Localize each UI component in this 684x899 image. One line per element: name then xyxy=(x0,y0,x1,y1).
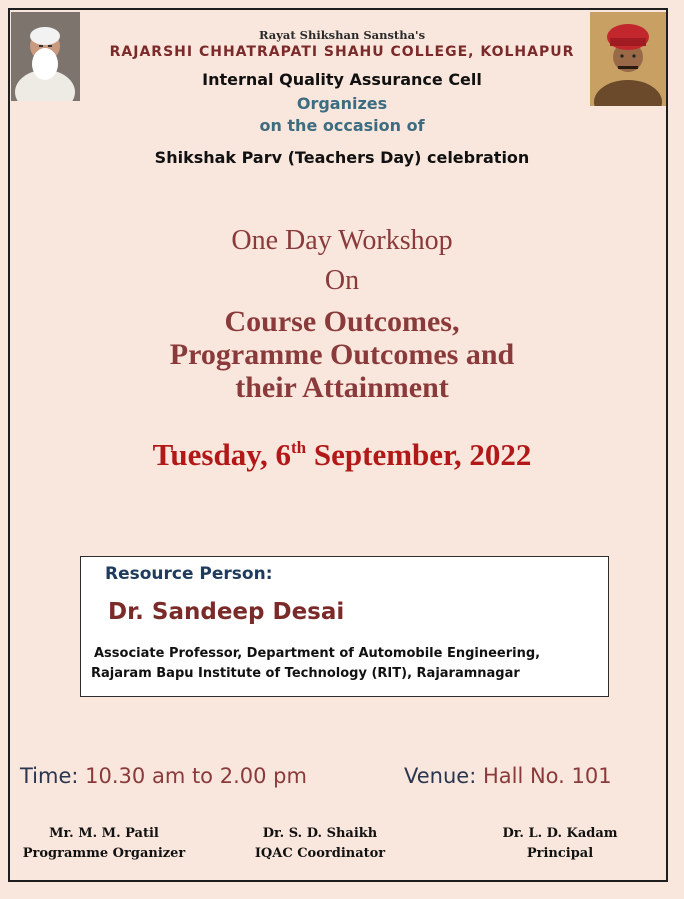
society-name: Rayat Shikshan Sanstha's xyxy=(258,28,426,42)
event-date-suffix: September, 2022 xyxy=(306,437,532,472)
resource-person-designation: Associate Professor, Department of Automobile Engineering, xyxy=(94,646,541,661)
resource-person-heading: Resource Person: xyxy=(105,564,273,584)
signatory-role: Principal xyxy=(526,846,594,861)
signatory-role: Programme Organizer xyxy=(22,846,186,861)
workshop-title-line-1: Course Outcomes, xyxy=(224,305,460,338)
celebration-text: Shikshak Parv (Teachers Day) celebration xyxy=(154,148,530,167)
signatory-role: IQAC Coordinator xyxy=(254,846,386,861)
event-date-prefix: Tuesday, 6 xyxy=(152,437,291,472)
workshop-title-line-2: Programme Outcomes and xyxy=(169,338,515,371)
signatory-principal xyxy=(470,824,650,864)
signatory-name: Mr. M. M. Patil xyxy=(49,826,159,841)
workshop-title xyxy=(0,305,684,404)
signatory-organizer xyxy=(14,824,194,864)
venue-value: Hall No. 101 xyxy=(482,764,612,788)
workshop-type: One Day Workshop xyxy=(231,225,453,256)
occasion-text: on the occasion of xyxy=(259,116,425,135)
workshop-on: On xyxy=(324,265,360,296)
venue-label: Venue: xyxy=(404,764,477,788)
workshop-title-line-3: their Attainment xyxy=(235,371,449,404)
resource-person-institute: Rajaram Bapu Institute of Technology (RIT), Rajaramnagar xyxy=(91,666,520,681)
resource-person-name: Dr. Sandeep Desai xyxy=(108,599,345,625)
time-label: Time: xyxy=(20,764,79,788)
organizes-text: Organizes xyxy=(296,94,388,113)
signatory-coordinator xyxy=(230,824,410,864)
time-value: 10.30 am to 2.00 pm xyxy=(85,764,307,788)
signatory-name: Dr. L. D. Kadam xyxy=(502,826,618,841)
signatory-name: Dr. S. D. Shaikh xyxy=(262,826,378,841)
event-date-ordinal: th xyxy=(291,438,307,457)
event-time xyxy=(20,764,307,788)
iqac-cell-name: Internal Quality Assurance Cell xyxy=(202,70,482,89)
event-venue xyxy=(404,764,612,788)
resource-person-box xyxy=(80,556,609,697)
event-date xyxy=(0,437,684,473)
college-name: RAJARSHI CHHATRAPATI SHAHU COLLEGE, KOLHAPUR xyxy=(109,44,575,60)
